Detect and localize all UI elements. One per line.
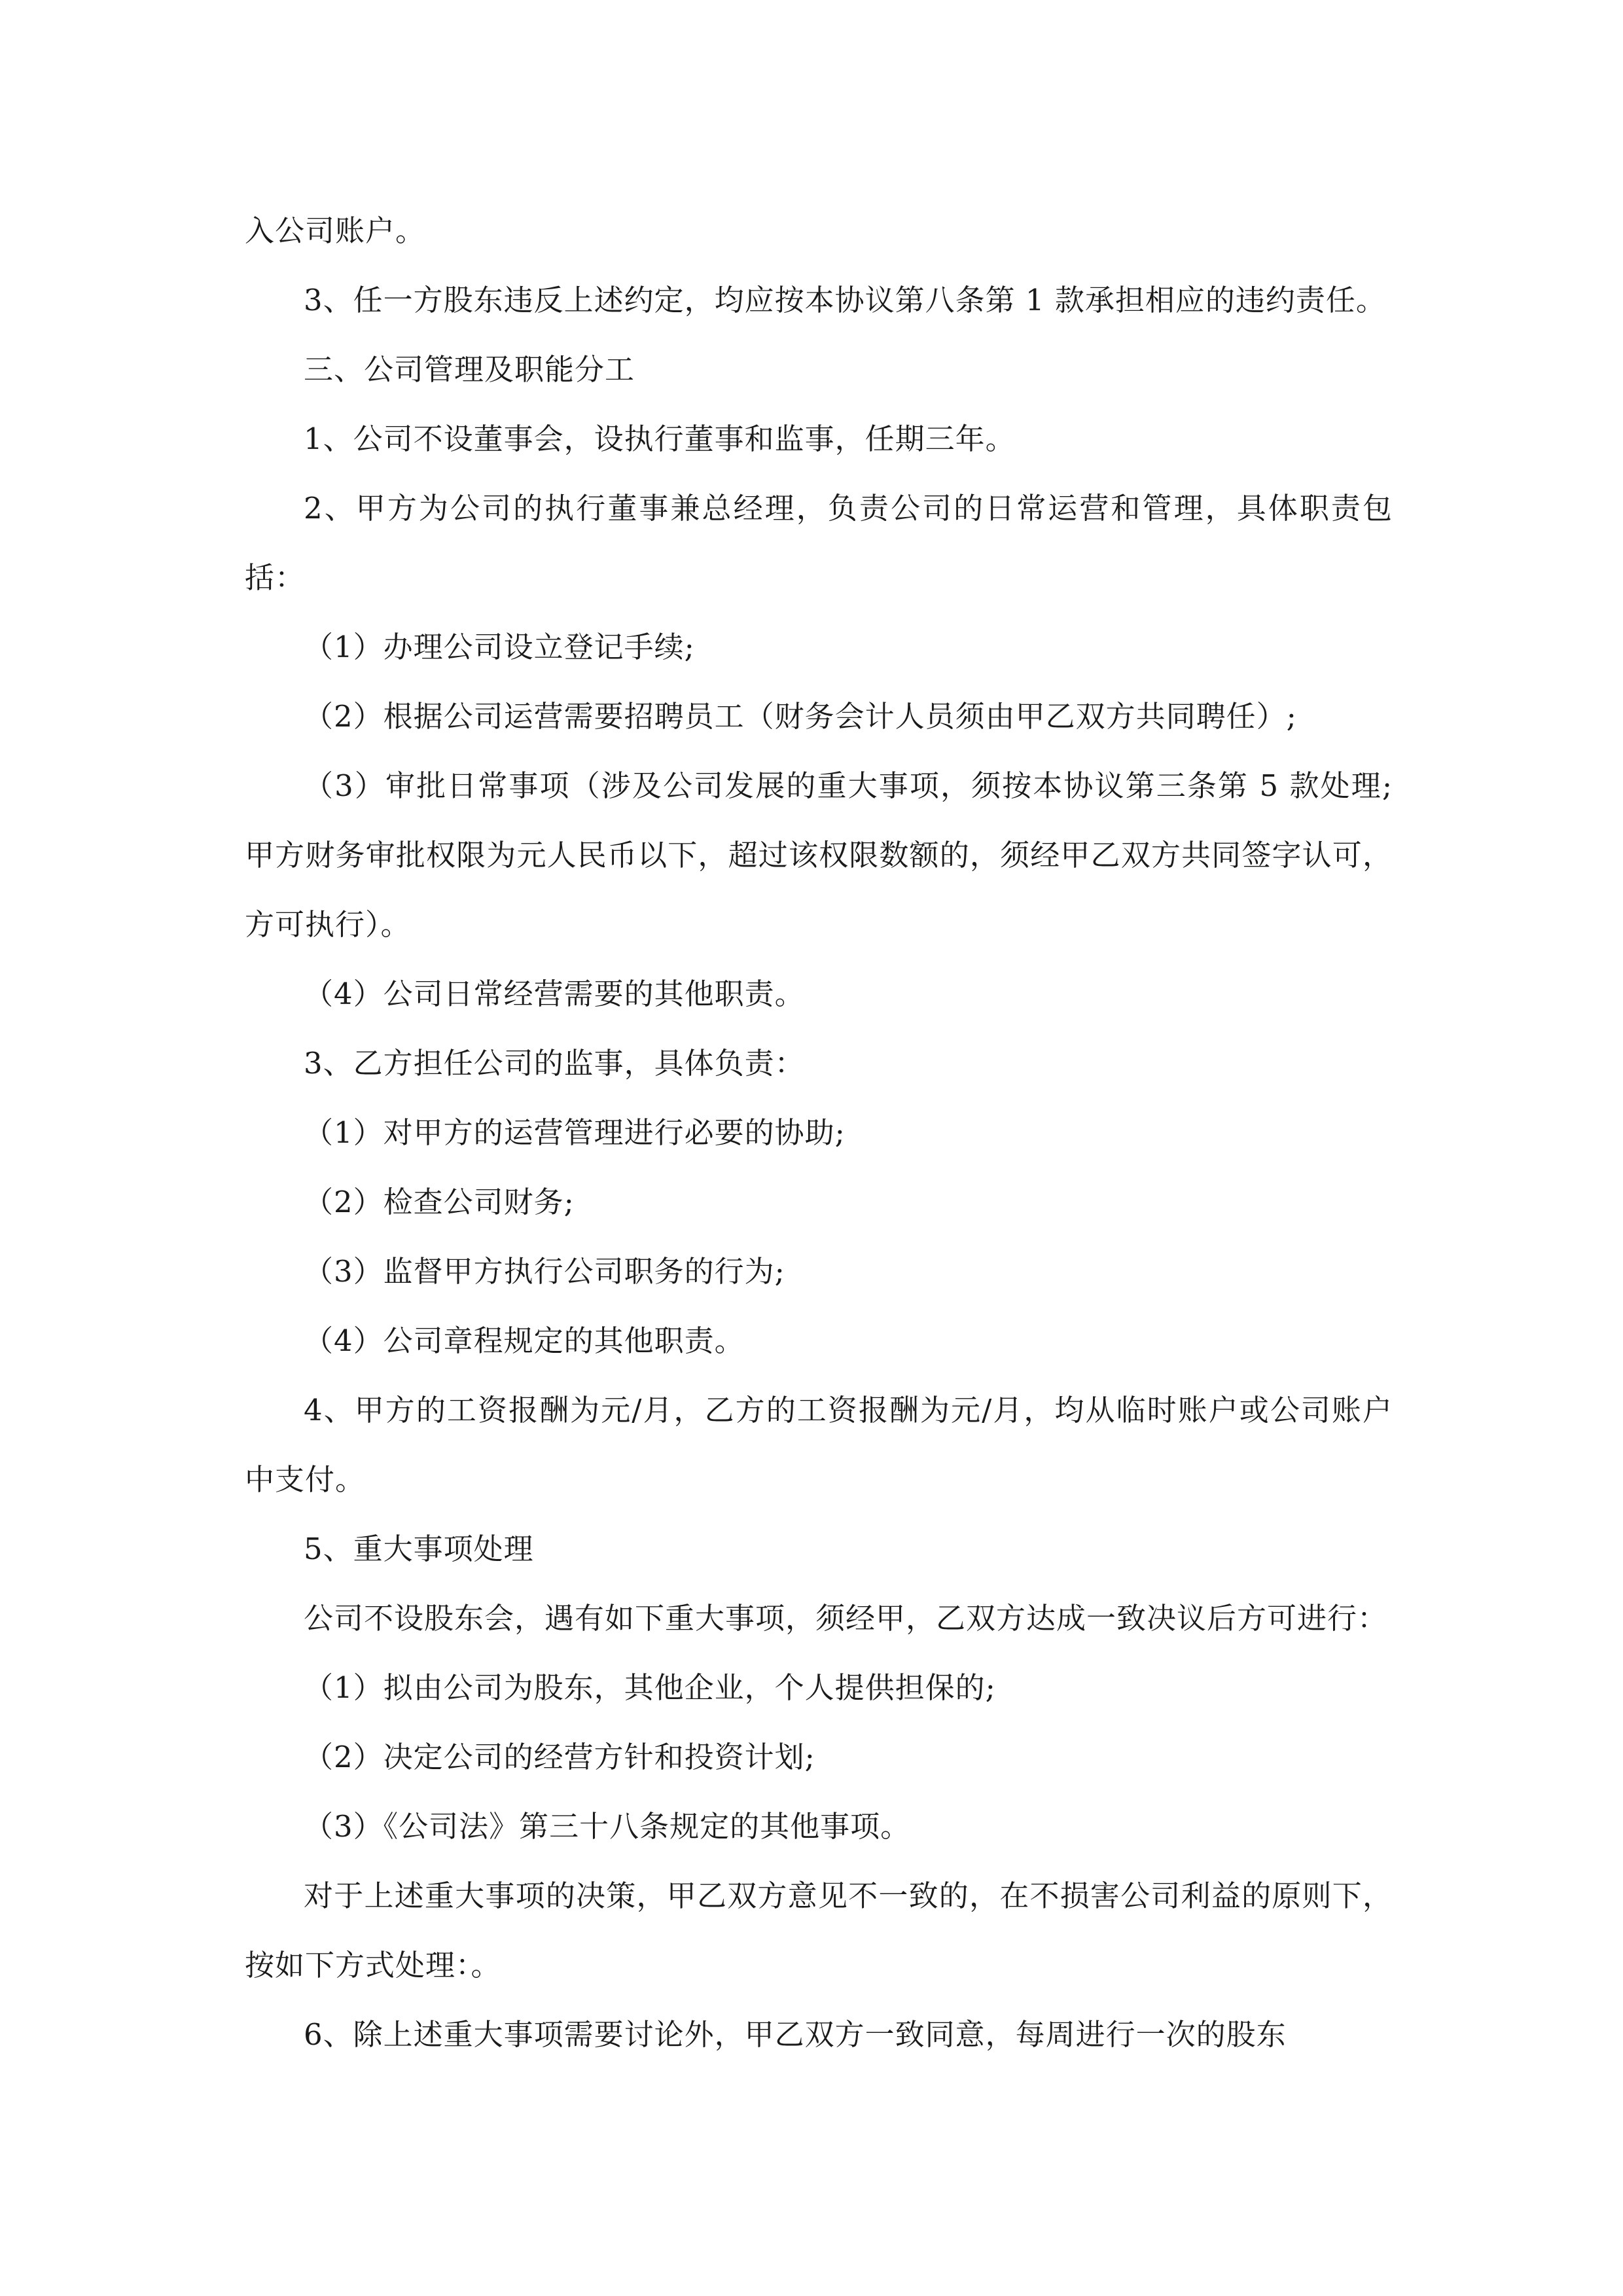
paragraph-0: 入公司账户。: [245, 213, 426, 248]
paragraph-15: 5、重大事项处理: [304, 1532, 534, 1566]
paragraph-1: 3、任一方股东违反上述约定，均应按本协议第八条第 1 款承担相应的违约责任。: [304, 283, 1386, 317]
section-heading-3: 三、公司管理及职能分工: [304, 352, 635, 387]
list-item-19: （3）《公司法》第三十八条规定的其他事项。: [304, 1809, 911, 1844]
list-item-17: （1）拟由公司为股东，其他企业，个人提供担保的;: [304, 1670, 996, 1705]
list-item-13: （4）公司章程规定的其他职责。: [304, 1323, 745, 1358]
paragraph-16: 公司不设股东会，遇有如下重大事项，须经甲，乙双方达成一致决议后方可进行：: [304, 1601, 1388, 1636]
paragraph-7: （3）审批日常事项（涉及公司发展的重大事项，须按本协议第三条第 5 款处理;甲方财务审批权限为元人民币以下，超过该权限数额的，须经甲乙双方共同签字认可，方可执行）。: [245, 768, 1393, 942]
list-item-5: （1）办理公司设立登记手续;: [304, 630, 695, 664]
paragraph-14: 4、甲方的工资报酬为元/月，乙方的工资报酬为元/月，均从临时账户或公司账户中支付。: [245, 1393, 1393, 1497]
paragraph-20: 对于上述重大事项的决策，甲乙双方意见不一致的，在不损害公司利益的原则下，按如下方式处理：。: [245, 1878, 1393, 1982]
paragraph-21: 6、除上述重大事项需要讨论外，甲乙双方一致同意，每周进行一次的股东: [304, 2017, 1287, 2052]
document-body: [245, 196, 1393, 2070]
paragraph-3: 1、公司不设董事会，设执行董事和监事，任期三年。: [304, 422, 1016, 456]
list-item-12: （3）监督甲方执行公司职务的行为;: [304, 1254, 785, 1289]
list-item-18: （2）决定公司的经营方针和投资计划;: [304, 1740, 815, 1774]
list-item-10: （1）对甲方的运营管理进行必要的协助;: [304, 1115, 846, 1150]
paragraph-4: 2、甲方为公司的执行董事兼总经理，负责公司的日常运营和管理，具体职责包括：: [245, 491, 1393, 595]
list-item-8: （4）公司日常经营需要的其他职责。: [304, 977, 805, 1011]
paragraph-9: 3、乙方担任公司的监事，具体负责：: [304, 1046, 805, 1081]
list-item-6: （2）根据公司运营需要招聘员工（财务会计人员须由甲乙双方共同聘任）;: [304, 699, 1297, 734]
list-item-11: （2）检查公司财务;: [304, 1185, 575, 1219]
